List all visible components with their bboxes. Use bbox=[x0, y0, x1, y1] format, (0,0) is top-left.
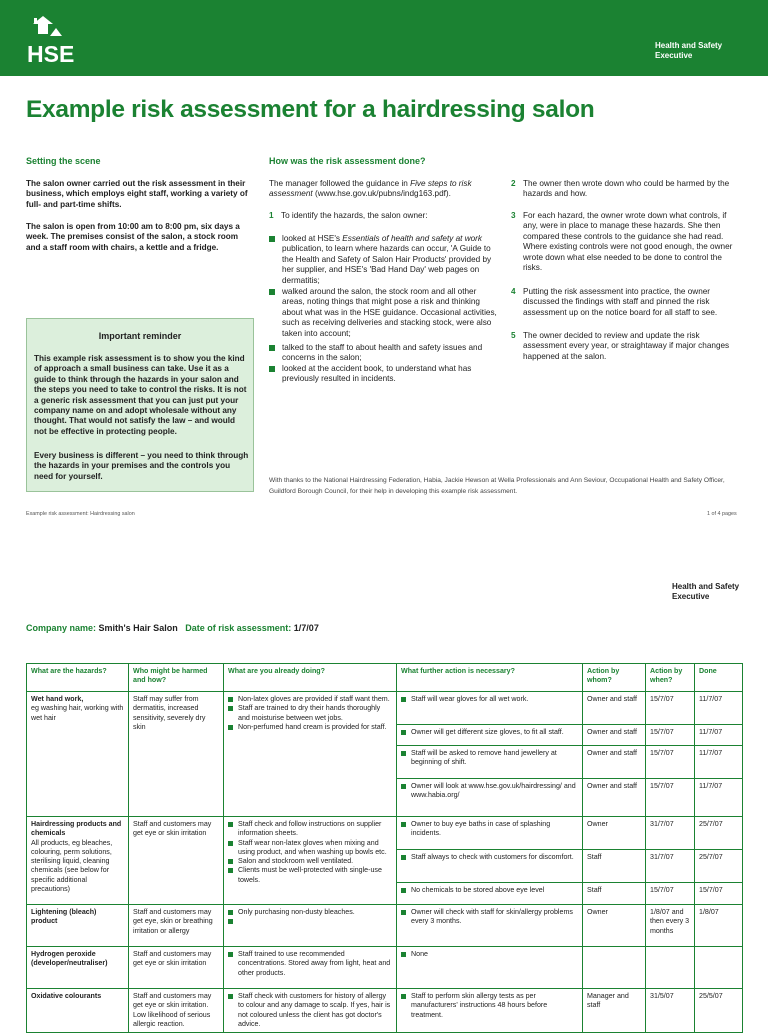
action-cell: Staff to perform skin allergy tests as per manufacturers' instructions 48 hours before treatment. bbox=[397, 989, 583, 1033]
hazard-cell: Hairdressing products and chemicals All products, eg bleaches, colouring, perm solutions, sterilising liquid, cleaning chemicals (see below for specific additional precautions) bbox=[27, 817, 129, 905]
whom-cell: Owner and staff bbox=[583, 725, 646, 746]
when-cell: 15/7/07 bbox=[646, 883, 695, 905]
header-done: Done bbox=[695, 664, 743, 692]
whom-cell: Owner and staff bbox=[583, 779, 646, 817]
hazard-cell: Lightening (bleach) product bbox=[27, 905, 129, 947]
who-cell: Staff may suffer from dermatitis, increased sensitivity, severely dry skin bbox=[129, 692, 224, 817]
action-cell: Staff will be asked to remove hand jewellery at beginning of shift. bbox=[397, 746, 583, 779]
when-cell: 15/7/07 bbox=[646, 725, 695, 746]
done-cell: 15/7/07 bbox=[695, 883, 743, 905]
bullet-talked-staff: talked to the staff to about health and safety issues and concerns in the salon; bbox=[269, 343, 501, 365]
when-cell: 31/5/07 bbox=[646, 989, 695, 1033]
done-cell: 25/7/07 bbox=[695, 850, 743, 883]
how-heading: How was the risk assessment done? bbox=[269, 156, 426, 166]
action-cell: Staff will wear gloves for all wet work. bbox=[397, 692, 583, 725]
assessment-date: 1/7/07 bbox=[293, 623, 319, 633]
important-reminder-box bbox=[26, 318, 254, 492]
whom-cell: Owner bbox=[583, 905, 646, 947]
logo-text: HSE bbox=[27, 41, 75, 67]
whom-cell: Owner and staff bbox=[583, 746, 646, 779]
doing-cell: Non-latex gloves are provided if staff want them. Staff are trained to dry their hands thoroughly and moisturise between wet jobs. Non-perfumed hand cream is provided for staff. bbox=[224, 692, 397, 817]
bullet-accident-book: looked at the accident book, to understand what has previously resulted in incidents. bbox=[269, 364, 501, 386]
header-hazards: What are the hazards? bbox=[27, 664, 129, 692]
who-cell: Staff and customers may get eye or skin irritation bbox=[129, 947, 224, 989]
action-cell: Owner to buy eye baths in case of splashing incidents. bbox=[397, 817, 583, 850]
company-line: Company name: Smith's Hair Salon Date of risk assessment: 1/7/07 bbox=[26, 623, 319, 633]
whom-cell: Owner bbox=[583, 817, 646, 850]
doing-cell: Staff check and follow instructions on supplier information sheets. Staff wear non-latex gloves when mixing and using product, and when washing up bowls etc. Salon and stockroom well ventilated. Clients must be well-protected with single-use towels. bbox=[224, 817, 397, 905]
header-action-by-when: Action by when? bbox=[646, 664, 695, 692]
table-row bbox=[27, 692, 743, 725]
header-bar bbox=[0, 0, 768, 76]
bullet-essentials: looked at HSE's Essentials of health and safety at work publication, to learn where hazards can occur, 'A Guide to the Health and Safety of Salon Hair Products' provided by her supplier, and HSE's 'Bad Hand Day' web pages on dermatitis; bbox=[269, 234, 501, 296]
risk-assessment-table bbox=[26, 663, 743, 1033]
page-title: Example risk assessment for a hairdressing salon bbox=[26, 96, 595, 123]
organisation-name: Health and Safety Executive bbox=[655, 41, 723, 60]
done-cell: 25/5/07 bbox=[695, 989, 743, 1033]
table-row bbox=[27, 817, 743, 850]
acknowledgements: With thanks to the National Hairdressing Federation, Habia, Jackie Hewson at Wella Professionals and Ann Seviour, Occupational Health and Safety Officer, Guildford Borough Council, for their help in developing this example risk assessment. bbox=[269, 477, 725, 495]
action-cell: Owner will look at www.hse.gov.uk/hairdressing/ and www.habia.org/ bbox=[397, 779, 583, 817]
who-cell: Staff and customers may get eye or skin irritation bbox=[129, 817, 224, 905]
step-1: 1 To identify the hazards, the salon owner: bbox=[269, 211, 428, 220]
table-row bbox=[27, 989, 743, 1033]
step-4: 4 Putting the risk assessment into practice, the owner discussed the findings with staff and pinned the risk assessment up on the notice board for all staff to see. bbox=[511, 287, 718, 317]
who-cell: Staff and customers may get eye, skin or breathing irritation or allergy bbox=[129, 905, 224, 947]
setting-paragraph-1: The salon owner carried out the risk assessment in their business, which employs eight staff, working a variety of full- and part-time shifts. bbox=[26, 179, 248, 209]
step-3: 3 For each hazard, the owner wrote down what controls, if any, were in place to manage these hazards. She then compared these controls to the guidance she had read. Where existing controls were not good enough, the owner wrote down what else needed to be done to control the risks. bbox=[511, 211, 733, 273]
action-cell: Staff always to check with customers for discomfort. bbox=[397, 850, 583, 883]
when-cell: 15/7/07 bbox=[646, 692, 695, 725]
setting-heading: Setting the scene bbox=[26, 156, 101, 166]
table-row bbox=[27, 905, 743, 947]
action-cell: None bbox=[397, 947, 583, 989]
header-further-action: What further action is necessary? bbox=[397, 664, 583, 692]
setting-paragraph-2: The salon is open from 10:00 am to 8:00 pm, six days a week. The premises consist of the salon, a stock room and a staff room with chairs, a kettle and a fridge. bbox=[26, 222, 240, 252]
organisation-name-page2: Health and Safety Executive bbox=[672, 582, 740, 601]
hazard-cell: Oxidative colourants bbox=[27, 989, 129, 1033]
done-cell: 1/8/07 bbox=[695, 905, 743, 947]
done-cell: 11/7/07 bbox=[695, 746, 743, 779]
bullet-walked-around: walked around the salon, the stock room and all other areas, noting things that might pose a risk and thinking about what was in the HSE guidance. Occasional activities, such as receiving deliveries and stacking stock, were also taken into account; bbox=[269, 287, 501, 343]
doing-cell: Staff trained to use recommended concentrations. Stored away from light, heat and other products. bbox=[224, 947, 397, 989]
when-cell: 31/7/07 bbox=[646, 817, 695, 850]
reminder-paragraph-1: This example risk assessment is to show you the kind of approach a small business can take. Use it as a guide to think through the hazards in your salon and the steps you need to take to control the risks. It is not a generic risk assessment that you can just put your company name on and adopt wholesale without any thought. That would not satisfy the law – and would not be effective in protecting people. bbox=[34, 354, 247, 436]
action-cell: No chemicals to be stored above eye level bbox=[397, 883, 583, 905]
done-cell bbox=[695, 947, 743, 989]
done-cell: 11/7/07 bbox=[695, 725, 743, 746]
when-cell: 1/8/07 and then every 3 months bbox=[646, 905, 695, 947]
whom-cell: Owner and staff bbox=[583, 692, 646, 725]
doing-cell: Only purchasing non-dusty bleaches. bbox=[224, 905, 397, 947]
who-cell: Staff and customers may get eye or skin irritation. Low likelihood of serious allergic reaction. bbox=[129, 989, 224, 1033]
hazard-cell: Wet hand work, eg washing hair, working with wet hair bbox=[27, 692, 129, 817]
done-cell: 11/7/07 bbox=[695, 779, 743, 817]
whom-cell bbox=[583, 947, 646, 989]
header-action-by-whom: Action by whom? bbox=[583, 664, 646, 692]
done-cell: 11/7/07 bbox=[695, 692, 743, 725]
how-intro: The manager followed the guidance in Five steps to risk assessment (www.hse.gov.uk/pubns/indg163.pdf). bbox=[269, 179, 472, 199]
when-cell bbox=[646, 947, 695, 989]
whom-cell: Staff bbox=[583, 850, 646, 883]
reminder-paragraph-2: Every business is different – you need to think through the hazards in your premises and the controls you need for yourself. bbox=[34, 451, 249, 481]
when-cell: 31/7/07 bbox=[646, 850, 695, 883]
action-cell: Owner will check with staff for skin/allergy problems every 3 months. bbox=[397, 905, 583, 947]
table-header-row bbox=[27, 664, 743, 692]
header-who-harmed: Who might be harmed and how? bbox=[129, 664, 224, 692]
step-5: 5 The owner decided to review and update the risk assessment every year, or straightaway if major changes happened at the salon. bbox=[511, 331, 730, 361]
action-cell: Owner will get different size gloves, to fit all staff. bbox=[397, 725, 583, 746]
whom-cell: Staff bbox=[583, 883, 646, 905]
footer-page-number: 1 of 4 pages bbox=[707, 511, 737, 517]
company-name: Smith's Hair Salon bbox=[98, 623, 178, 633]
step-2: 2 The owner then wrote down who could be harmed by the hazards and how. bbox=[511, 179, 730, 199]
reminder-heading: Important reminder bbox=[98, 331, 182, 341]
when-cell: 15/7/07 bbox=[646, 779, 695, 817]
done-cell: 25/7/07 bbox=[695, 817, 743, 850]
header-already-doing: What are you already doing? bbox=[224, 664, 397, 692]
hazard-cell: Hydrogen peroxide (developer/neutraliser) bbox=[27, 947, 129, 989]
footer-title: Example risk assessment: Hairdressing salon bbox=[26, 511, 135, 517]
when-cell: 15/7/07 bbox=[646, 746, 695, 779]
doing-cell: Staff check with customers for history of allergy to colour and any damage to scalp. If yes, hair is not coloured unless the client has got doctor's advice. bbox=[224, 989, 397, 1033]
whom-cell: Manager and staff bbox=[583, 989, 646, 1033]
table-row bbox=[27, 947, 743, 989]
